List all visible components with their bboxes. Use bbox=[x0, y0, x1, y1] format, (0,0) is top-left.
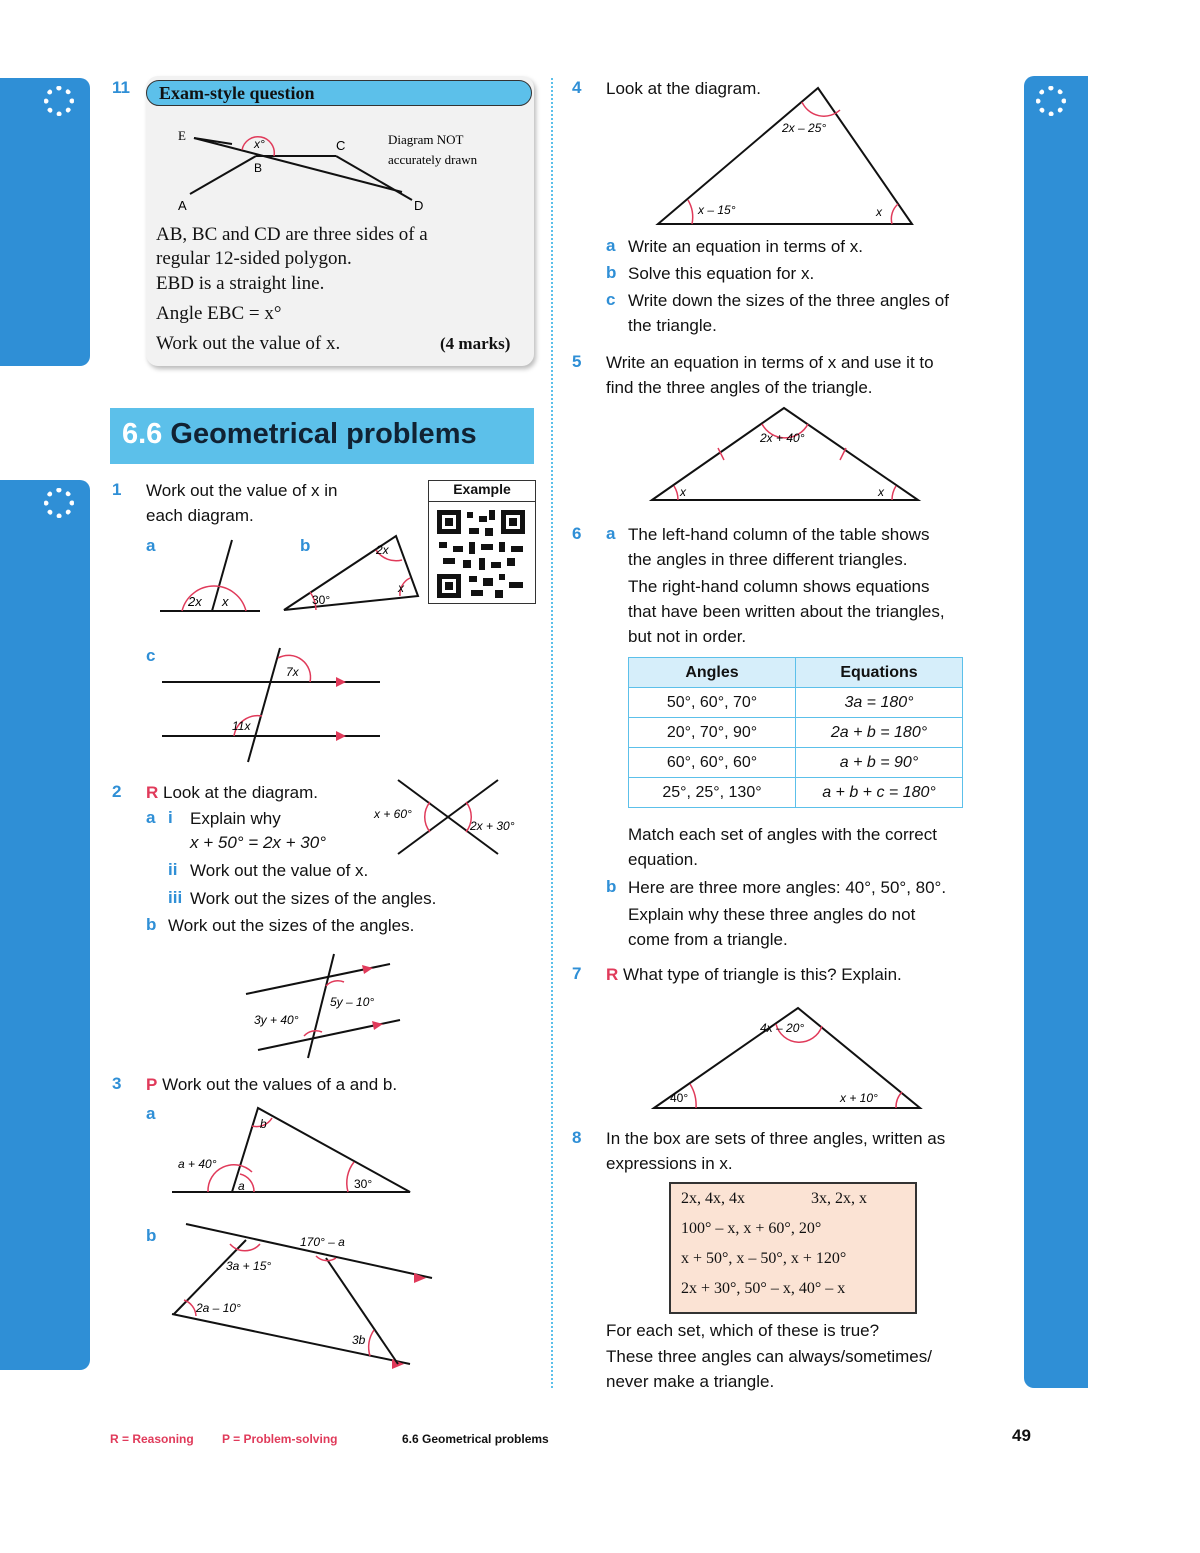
q4-b-text: Solve this equation for x. bbox=[628, 264, 815, 283]
q11-line-2: regular 12-sided polygon. bbox=[156, 248, 352, 269]
q1c-diagram bbox=[160, 644, 390, 764]
q6-b-line3: come from a triangle. bbox=[628, 930, 788, 949]
q3a-diagram bbox=[170, 1104, 420, 1200]
q6-a-line4: that have been written about the triangles, bbox=[628, 602, 945, 621]
q4-c-line1: Write down the sizes of the three angles of bbox=[628, 291, 949, 310]
q2b-label-3y: 3y + 40° bbox=[254, 1013, 299, 1027]
q3-text bbox=[146, 1072, 397, 1097]
q3a-label-a40: a + 40° bbox=[178, 1157, 217, 1171]
box-row-1a: 2x, 4x, 4x bbox=[681, 1190, 745, 1207]
q8-number: 8 bbox=[572, 1128, 582, 1147]
q6-part-b: b bbox=[606, 877, 617, 896]
q1-part-b: b bbox=[300, 536, 311, 555]
q3b-diagram bbox=[170, 1216, 440, 1372]
q2-a-iii: Work out the sizes of the angles. bbox=[190, 889, 437, 908]
q5-line1: Write an equation in terms of x and use it to bbox=[606, 353, 934, 372]
q1-line-2: each diagram. bbox=[146, 506, 254, 525]
q5-number: 5 bbox=[572, 352, 582, 371]
q5-label-left: x bbox=[680, 485, 686, 499]
right-margin-bar bbox=[1024, 76, 1088, 1388]
q1-part-c: c bbox=[146, 646, 156, 665]
q1b-label-30: 30° bbox=[312, 593, 331, 607]
q7-number: 7 bbox=[572, 964, 582, 983]
q11-diagram bbox=[170, 120, 530, 220]
q11-line-1: AB, BC and CD are three sides of a bbox=[156, 224, 428, 245]
q6-a-line5: but not in order. bbox=[628, 627, 747, 646]
q4-part-c: c bbox=[606, 290, 616, 309]
table-row bbox=[629, 748, 963, 778]
q3b-label-3a15: 3a + 15° bbox=[226, 1259, 272, 1273]
angles-equations-table bbox=[628, 657, 963, 808]
q1a-label-x: x bbox=[222, 594, 229, 609]
footer-section: 6.6 Geometrical problems bbox=[402, 1432, 549, 1446]
q8-line2: expressions in x. bbox=[606, 1154, 733, 1173]
left-margin-bar-top bbox=[0, 78, 90, 366]
q3a-label-a: a bbox=[238, 1179, 245, 1193]
column-divider bbox=[551, 78, 553, 1388]
q7-label-right: x + 10° bbox=[840, 1091, 878, 1105]
label-E: E bbox=[178, 128, 186, 143]
q2-number: 2 bbox=[112, 782, 122, 801]
q4-part-b: b bbox=[606, 263, 617, 282]
q3-number: 3 bbox=[112, 1074, 122, 1093]
q7-label-left: 40° bbox=[670, 1091, 689, 1105]
q3b-label-2a10: 2a – 10° bbox=[196, 1301, 241, 1315]
exam-question-header: Exam-style question bbox=[146, 80, 532, 106]
q5-line2: find the three angles of the triangle. bbox=[606, 378, 873, 397]
q7-reasoning-tag: R bbox=[606, 965, 619, 984]
diagram-note-1: Diagram NOT bbox=[388, 132, 464, 147]
table-cell: 3a = 180° bbox=[796, 688, 963, 718]
reasoning-badge-icon bbox=[1036, 86, 1066, 116]
table-header-equations: Equations bbox=[796, 658, 963, 688]
q11-number: 11 bbox=[112, 78, 130, 97]
table-cell: 2a + b = 180° bbox=[796, 718, 963, 748]
q3a-label-30: 30° bbox=[354, 1177, 373, 1191]
q2-a-i-line2: x + 50° = 2x + 30° bbox=[190, 833, 326, 852]
q2-reasoning-tag: R bbox=[146, 783, 159, 802]
q1-line-1: Work out the value of x in bbox=[146, 481, 338, 500]
q2-part-a: a bbox=[146, 808, 156, 827]
table-header-angles: Angles bbox=[629, 658, 796, 688]
q1-part-a: a bbox=[146, 536, 156, 555]
q2-label-x60: x + 60° bbox=[374, 807, 412, 821]
q8-after-line3: never make a triangle. bbox=[606, 1372, 775, 1391]
qr-code-icon bbox=[429, 502, 533, 602]
q4-triangle bbox=[654, 84, 918, 228]
box-row-4: 2x + 30°, 50° – x, 40° – x bbox=[681, 1280, 846, 1297]
q2-b-text: Work out the sizes of the angles. bbox=[168, 916, 415, 935]
qr-label: Example bbox=[429, 481, 535, 502]
label-A: A bbox=[178, 198, 187, 213]
diagram-note-2: accurately drawn bbox=[388, 152, 478, 167]
table-row bbox=[629, 778, 963, 808]
q4-text: Look at the diagram. bbox=[606, 79, 761, 98]
q4-label-top: 2x – 25° bbox=[782, 121, 827, 135]
q2-roman-ii: ii bbox=[168, 860, 178, 879]
q5-label-right: x bbox=[878, 485, 884, 499]
fluency-badge-icon bbox=[44, 86, 74, 116]
q1-number: 1 bbox=[112, 480, 122, 499]
q4-c-line2: the triangle. bbox=[628, 316, 717, 335]
q4-number: 4 bbox=[572, 78, 582, 97]
table-cell: 20°, 70°, 90° bbox=[629, 718, 796, 748]
q1b-diagram bbox=[280, 520, 420, 620]
q8-after-line2: These three angles can always/sometimes/ bbox=[606, 1347, 932, 1366]
q8-line1: In the box are sets of three angles, written as bbox=[606, 1129, 946, 1148]
q2-diagram bbox=[372, 772, 542, 862]
q2-label-2x30: 2x + 30° bbox=[470, 819, 515, 833]
page-number: 49 bbox=[1012, 1426, 1031, 1445]
section-title: Geometrical problems bbox=[170, 418, 477, 450]
q11-line-5: Work out the value of x. bbox=[156, 333, 341, 354]
footer-key-problem: P = Problem-solving bbox=[222, 1432, 338, 1446]
q4-label-right: x bbox=[876, 205, 882, 219]
footer-key-reasoning: R = Reasoning bbox=[110, 1432, 194, 1446]
q2-part-b: b bbox=[146, 915, 157, 934]
q1a-diagram bbox=[160, 536, 270, 616]
q6-b-line2: Explain why these three angles do not bbox=[628, 905, 916, 924]
q6-match-line1: Match each set of angles with the correct bbox=[628, 825, 937, 844]
q3-text-main: Work out the values of a and b. bbox=[162, 1075, 398, 1094]
q2-roman-i: i bbox=[168, 808, 173, 827]
q3-problem-tag: P bbox=[146, 1075, 158, 1094]
q5-triangle bbox=[648, 404, 924, 504]
example-qr-code[interactable] bbox=[428, 480, 536, 604]
q1a-label-2x: 2x bbox=[188, 594, 202, 609]
section-heading bbox=[110, 408, 534, 464]
left-margin-bar-bottom bbox=[0, 480, 90, 1370]
q2-a-i-line1: Explain why bbox=[190, 809, 281, 828]
problem-solving-badge-icon bbox=[44, 488, 74, 518]
q2b-diagram bbox=[244, 952, 414, 1062]
q6-a-line1: The left-hand column of the table shows bbox=[628, 525, 930, 544]
q7-triangle bbox=[650, 1004, 924, 1112]
q6-a-line2: the angles in three different triangles. bbox=[628, 550, 908, 569]
q11-line-3: EBD is a straight line. bbox=[156, 273, 325, 294]
q3-part-b: b bbox=[146, 1226, 157, 1245]
q4-part-a: a bbox=[606, 236, 616, 255]
label-B: B bbox=[254, 161, 263, 175]
angle-sets-box bbox=[669, 1182, 917, 1314]
q6-b-line1: Here are three more angles: 40°, 50°, 80°. bbox=[628, 878, 947, 897]
q3-part-a: a bbox=[146, 1104, 156, 1123]
box-row-2: 100° – x, x + 60°, 20° bbox=[681, 1220, 822, 1237]
q2-text-main: Look at the diagram. bbox=[163, 783, 318, 802]
section-number: 6.6 bbox=[122, 418, 163, 450]
q2b-label-5y: 5y – 10° bbox=[330, 995, 375, 1009]
q3a-label-b: b bbox=[260, 1117, 267, 1131]
table-cell: a + b = 90° bbox=[796, 748, 963, 778]
q5-label-top: 2x + 40° bbox=[760, 431, 805, 445]
q11-marks: (4 marks) bbox=[440, 334, 511, 353]
table-cell: a + b + c = 180° bbox=[796, 778, 963, 808]
q2-roman-iii: iii bbox=[168, 888, 183, 907]
q2-text bbox=[146, 780, 318, 805]
q7-text-main: What type of triangle is this? Explain. bbox=[623, 965, 902, 984]
q8-after-line1: For each set, which of these is true? bbox=[606, 1321, 880, 1340]
q4-a-text: Write an equation in terms of x. bbox=[628, 237, 863, 256]
box-row-3: x + 50°, x – 50°, x + 120° bbox=[681, 1250, 847, 1267]
table-row bbox=[629, 688, 963, 718]
q6-number: 6 bbox=[572, 524, 582, 543]
box-row-1b: 3x, 2x, x bbox=[811, 1190, 867, 1207]
table-cell: 60°, 60°, 60° bbox=[629, 748, 796, 778]
q1b-label-2x: 2x bbox=[376, 543, 389, 557]
table-row bbox=[629, 718, 963, 748]
q1b-label-x: x bbox=[398, 581, 404, 595]
q2-a-ii: Work out the value of x. bbox=[190, 861, 369, 880]
q7-text bbox=[606, 962, 902, 987]
q6-match-line2: equation. bbox=[628, 850, 698, 869]
table-cell: 25°, 25°, 130° bbox=[629, 778, 796, 808]
q1c-label-7x: 7x bbox=[286, 665, 299, 679]
label-C: C bbox=[336, 138, 346, 153]
label-angle-x: x° bbox=[254, 137, 265, 151]
q3b-label-170a: 170° – a bbox=[300, 1235, 345, 1249]
table-cell: 50°, 60°, 70° bbox=[629, 688, 796, 718]
q11-line-4: Angle EBC = x° bbox=[156, 303, 282, 324]
q3b-label-3b: 3b bbox=[352, 1333, 366, 1347]
q6-part-a: a bbox=[606, 524, 616, 543]
q4-label-left: x – 15° bbox=[698, 203, 736, 217]
q7-label-top: 4x – 20° bbox=[760, 1021, 805, 1035]
q6-a-line3: The right-hand column shows equations bbox=[628, 577, 930, 596]
label-D: D bbox=[414, 198, 424, 213]
q1c-label-11x: 11x bbox=[232, 719, 251, 733]
